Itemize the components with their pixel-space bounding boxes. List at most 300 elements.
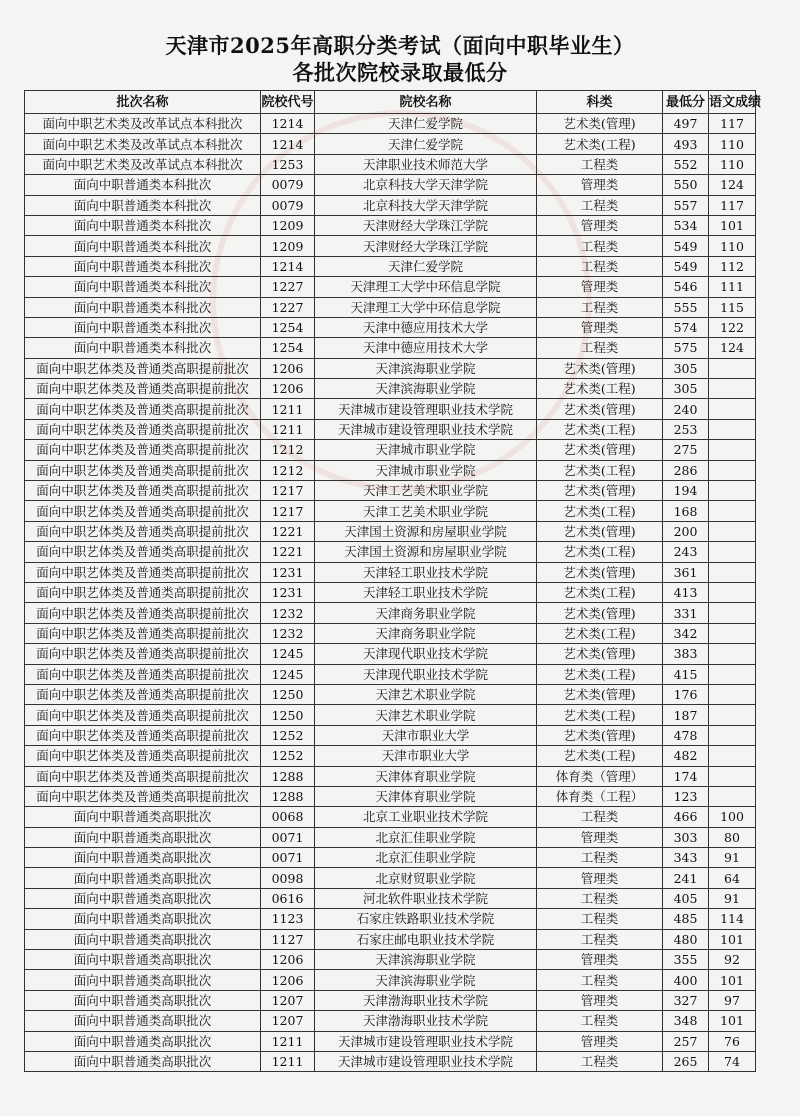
cell-chinese-score: 124: [709, 338, 756, 358]
cell-school: 天津商务职业学院: [315, 623, 537, 643]
cell-chinese-score: 101: [709, 215, 756, 235]
cell-code: 1212: [261, 460, 315, 480]
table-row: [25, 807, 756, 827]
cell-min-score: 405: [663, 888, 709, 908]
cell-batch: 面向中职普通类高职批次: [25, 1051, 261, 1071]
cell-batch: 面向中职普通类高职批次: [25, 827, 261, 847]
cell-chinese-score: 91: [709, 888, 756, 908]
cell-category: 艺术类(工程): [537, 379, 663, 399]
table-row: [25, 970, 756, 990]
cell-min-score: 549: [663, 236, 709, 256]
cell-min-score: 327: [663, 990, 709, 1010]
cell-chinese-score: [709, 379, 756, 399]
cell-category: 体育类（管理）: [537, 766, 663, 786]
cell-category: 管理类: [537, 215, 663, 235]
cell-batch: 面向中职普通类高职批次: [25, 1031, 261, 1051]
cell-chinese-score: [709, 440, 756, 460]
cell-min-score: 168: [663, 501, 709, 521]
cell-category: 艺术类(管理): [537, 481, 663, 501]
cell-category: 艺术类(管理): [537, 644, 663, 664]
cell-min-score: 200: [663, 521, 709, 541]
cell-category: 艺术类(工程): [537, 419, 663, 439]
cell-batch: 面向中职艺体类及普通类高职提前批次: [25, 440, 261, 460]
cell-chinese-score: [709, 705, 756, 725]
cell-min-score: 303: [663, 827, 709, 847]
cell-chinese-score: [709, 582, 756, 602]
cell-code: 1206: [261, 358, 315, 378]
cell-code: 1211: [261, 399, 315, 419]
cell-code: 1221: [261, 542, 315, 562]
cell-min-score: 194: [663, 481, 709, 501]
cell-batch: 面向中职普通类本科批次: [25, 236, 261, 256]
cell-school: 北京科技大学天津学院: [315, 195, 537, 215]
cell-school: 天津职业技术师范大学: [315, 154, 537, 174]
cell-category: 管理类: [537, 990, 663, 1010]
cell-chinese-score: 117: [709, 114, 756, 134]
cell-school: 北京汇佳职业学院: [315, 848, 537, 868]
cell-min-score: 275: [663, 440, 709, 460]
table-row: [25, 256, 756, 276]
cell-code: 1232: [261, 623, 315, 643]
cell-school: 天津城市建设管理职业技术学院: [315, 419, 537, 439]
cell-batch: 面向中职艺体类及普通类高职提前批次: [25, 562, 261, 582]
cell-chinese-score: 64: [709, 868, 756, 888]
cell-code: 1227: [261, 277, 315, 297]
cell-school: 天津轻工职业技术学院: [315, 582, 537, 602]
cell-school: 天津财经大学珠江学院: [315, 236, 537, 256]
cell-min-score: 552: [663, 154, 709, 174]
cell-min-score: 557: [663, 195, 709, 215]
cell-min-score: 400: [663, 970, 709, 990]
cell-batch: 面向中职艺体类及普通类高职提前批次: [25, 521, 261, 541]
cell-min-score: 305: [663, 358, 709, 378]
cell-category: 艺术类(管理): [537, 521, 663, 541]
cell-chinese-score: 91: [709, 848, 756, 868]
cell-batch: 面向中职普通类高职批次: [25, 888, 261, 908]
cell-category: 管理类: [537, 827, 663, 847]
cell-chinese-score: 110: [709, 134, 756, 154]
cell-code: 0068: [261, 807, 315, 827]
cell-category: 艺术类(管理): [537, 562, 663, 582]
table-row: [25, 440, 756, 460]
cell-batch: 面向中职普通类高职批次: [25, 909, 261, 929]
cell-batch: 面向中职艺体类及普通类高职提前批次: [25, 379, 261, 399]
cell-chinese-score: [709, 419, 756, 439]
cell-school: 河北软件职业技术学院: [315, 888, 537, 908]
cell-min-score: 415: [663, 664, 709, 684]
table-row: [25, 684, 756, 704]
cell-code: 1252: [261, 746, 315, 766]
table-row: [25, 195, 756, 215]
cell-chinese-score: [709, 786, 756, 806]
cell-chinese-score: [709, 725, 756, 745]
cell-min-score: 257: [663, 1031, 709, 1051]
cell-school: 石家庄邮电职业技术学院: [315, 929, 537, 949]
cell-batch: 面向中职普通类高职批次: [25, 848, 261, 868]
cell-category: 艺术类(管理): [537, 440, 663, 460]
cell-category: 管理类: [537, 868, 663, 888]
cell-min-score: 176: [663, 684, 709, 704]
cell-batch: 面向中职艺术类及改革试点本科批次: [25, 114, 261, 134]
cell-batch: 面向中职艺体类及普通类高职提前批次: [25, 623, 261, 643]
cell-batch: 面向中职艺体类及普通类高职提前批次: [25, 542, 261, 562]
cell-school: 天津商务职业学院: [315, 603, 537, 623]
table-row: [25, 1051, 756, 1071]
cell-code: 1214: [261, 134, 315, 154]
cell-min-score: 342: [663, 623, 709, 643]
cell-min-score: 343: [663, 848, 709, 868]
cell-category: 艺术类(工程): [537, 582, 663, 602]
cell-min-score: 478: [663, 725, 709, 745]
cell-chinese-score: [709, 562, 756, 582]
table-row: [25, 1031, 756, 1051]
cell-category: 工程类: [537, 338, 663, 358]
cell-chinese-score: 111: [709, 277, 756, 297]
header-category: 科类: [537, 91, 663, 114]
cell-batch: 面向中职普通类高职批次: [25, 970, 261, 990]
cell-school: 天津市职业大学: [315, 725, 537, 745]
table-row: [25, 1011, 756, 1031]
cell-batch: 面向中职艺体类及普通类高职提前批次: [25, 481, 261, 501]
cell-chinese-score: 100: [709, 807, 756, 827]
cell-code: 1250: [261, 684, 315, 704]
cell-batch: 面向中职普通类本科批次: [25, 277, 261, 297]
cell-min-score: 241: [663, 868, 709, 888]
cell-category: 艺术类(工程): [537, 134, 663, 154]
cell-code: 1217: [261, 501, 315, 521]
cell-min-score: 534: [663, 215, 709, 235]
table-row: [25, 419, 756, 439]
cell-code: 1221: [261, 521, 315, 541]
cell-category: 艺术类(工程): [537, 542, 663, 562]
cell-category: 管理类: [537, 1031, 663, 1051]
table-row: [25, 725, 756, 745]
cell-school: 天津中德应用技术大学: [315, 317, 537, 337]
cell-batch: 面向中职艺体类及普通类高职提前批次: [25, 419, 261, 439]
table-row: [25, 277, 756, 297]
cell-chinese-score: 122: [709, 317, 756, 337]
cell-batch: 面向中职艺体类及普通类高职提前批次: [25, 460, 261, 480]
cell-school: 天津中德应用技术大学: [315, 338, 537, 358]
cell-min-score: 546: [663, 277, 709, 297]
cell-school: 天津艺术职业学院: [315, 705, 537, 725]
cell-batch: 面向中职艺体类及普通类高职提前批次: [25, 603, 261, 623]
cell-category: 管理类: [537, 317, 663, 337]
cell-batch: 面向中职艺体类及普通类高职提前批次: [25, 664, 261, 684]
cell-code: 0071: [261, 827, 315, 847]
cell-school: 天津现代职业技术学院: [315, 644, 537, 664]
cell-school: 北京科技大学天津学院: [315, 175, 537, 195]
cell-school: 北京财贸职业学院: [315, 868, 537, 888]
cell-chinese-score: 101: [709, 1011, 756, 1031]
cell-chinese-score: [709, 603, 756, 623]
cell-school: 天津现代职业技术学院: [315, 664, 537, 684]
cell-category: 工程类: [537, 888, 663, 908]
cell-school: 天津滨海职业学院: [315, 379, 537, 399]
cell-code: 1123: [261, 909, 315, 929]
table-row: [25, 297, 756, 317]
cell-code: 0071: [261, 848, 315, 868]
cell-min-score: 482: [663, 746, 709, 766]
cell-chinese-score: [709, 481, 756, 501]
table-row: [25, 134, 756, 154]
cell-code: 1206: [261, 379, 315, 399]
table-row: [25, 317, 756, 337]
cell-code: 1207: [261, 990, 315, 1010]
cell-batch: 面向中职艺体类及普通类高职提前批次: [25, 358, 261, 378]
cell-category: 艺术类(管理): [537, 725, 663, 745]
cell-batch: 面向中职普通类本科批次: [25, 215, 261, 235]
table-row: [25, 664, 756, 684]
cell-batch: 面向中职普通类本科批次: [25, 317, 261, 337]
admission-score-table: [24, 90, 762, 1072]
cell-chinese-score: 124: [709, 175, 756, 195]
header-batch: 批次名称: [25, 91, 261, 114]
cell-chinese-score: 92: [709, 950, 756, 970]
cell-min-score: 413: [663, 582, 709, 602]
cell-batch: 面向中职普通类本科批次: [25, 256, 261, 276]
cell-batch: 面向中职普通类本科批次: [25, 297, 261, 317]
cell-category: 工程类: [537, 1051, 663, 1071]
table-row: [25, 868, 756, 888]
cell-school: 天津城市建设管理职业技术学院: [315, 1031, 537, 1051]
cell-min-score: 361: [663, 562, 709, 582]
cell-chinese-score: 114: [709, 909, 756, 929]
table-row: [25, 909, 756, 929]
table-row: [25, 950, 756, 970]
cell-school: 天津理工大学中环信息学院: [315, 277, 537, 297]
cell-school: 天津仁爱学院: [315, 134, 537, 154]
cell-min-score: 240: [663, 399, 709, 419]
cell-chinese-score: [709, 644, 756, 664]
table-row: [25, 888, 756, 908]
cell-school: 天津城市建设管理职业技术学院: [315, 399, 537, 419]
cell-code: 1209: [261, 236, 315, 256]
cell-chinese-score: 110: [709, 154, 756, 174]
cell-school: 天津仁爱学院: [315, 256, 537, 276]
cell-category: 工程类: [537, 848, 663, 868]
table-row: [25, 705, 756, 725]
cell-chinese-score: 112: [709, 256, 756, 276]
cell-school: 天津滨海职业学院: [315, 970, 537, 990]
cell-chinese-score: 101: [709, 929, 756, 949]
cell-code: 1209: [261, 215, 315, 235]
cell-batch: 面向中职普通类本科批次: [25, 175, 261, 195]
cell-batch: 面向中职普通类高职批次: [25, 929, 261, 949]
cell-batch: 面向中职艺体类及普通类高职提前批次: [25, 725, 261, 745]
cell-school: 天津艺术职业学院: [315, 684, 537, 704]
cell-min-score: 383: [663, 644, 709, 664]
cell-min-score: 485: [663, 909, 709, 929]
cell-batch: 面向中职艺体类及普通类高职提前批次: [25, 684, 261, 704]
cell-code: 1227: [261, 297, 315, 317]
cell-code: 1127: [261, 929, 315, 949]
cell-category: 艺术类(工程): [537, 460, 663, 480]
cell-min-score: 243: [663, 542, 709, 562]
cell-chinese-score: [709, 664, 756, 684]
cell-school: 天津理工大学中环信息学院: [315, 297, 537, 317]
table-row: [25, 848, 756, 868]
cell-school: 天津体育职业学院: [315, 766, 537, 786]
cell-chinese-score: [709, 746, 756, 766]
cell-school: 石家庄铁路职业技术学院: [315, 909, 537, 929]
table-row: [25, 990, 756, 1010]
cell-code: 1250: [261, 705, 315, 725]
cell-min-score: 123: [663, 786, 709, 806]
table-row: [25, 786, 756, 806]
cell-code: 1211: [261, 1051, 315, 1071]
cell-chinese-score: 117: [709, 195, 756, 215]
table-row: [25, 358, 756, 378]
cell-code: 1231: [261, 562, 315, 582]
cell-batch: 面向中职普通类高职批次: [25, 1011, 261, 1031]
table-row: [25, 379, 756, 399]
cell-code: 1288: [261, 766, 315, 786]
cell-code: 1232: [261, 603, 315, 623]
cell-batch: 面向中职普通类高职批次: [25, 990, 261, 1010]
cell-school: 天津城市建设管理职业技术学院: [315, 1051, 537, 1071]
cell-school: 天津轻工职业技术学院: [315, 562, 537, 582]
cell-category: 工程类: [537, 929, 663, 949]
cell-code: 1206: [261, 950, 315, 970]
cell-min-score: 466: [663, 807, 709, 827]
cell-min-score: 187: [663, 705, 709, 725]
cell-category: 工程类: [537, 256, 663, 276]
cell-category: 艺术类(管理): [537, 114, 663, 134]
cell-batch: 面向中职艺体类及普通类高职提前批次: [25, 582, 261, 602]
cell-code: 1288: [261, 786, 315, 806]
header-min-score: 最低分: [663, 91, 709, 114]
cell-min-score: 497: [663, 114, 709, 134]
cell-chinese-score: [709, 684, 756, 704]
table-row: [25, 582, 756, 602]
cell-batch: 面向中职普通类高职批次: [25, 950, 261, 970]
cell-category: 体育类（工程）: [537, 786, 663, 806]
cell-min-score: 305: [663, 379, 709, 399]
table-row: [25, 644, 756, 664]
cell-school: 天津渤海职业技术学院: [315, 990, 537, 1010]
cell-code: 1211: [261, 1031, 315, 1051]
cell-min-score: 331: [663, 603, 709, 623]
cell-code: 1212: [261, 440, 315, 460]
cell-min-score: 174: [663, 766, 709, 786]
cell-category: 工程类: [537, 297, 663, 317]
cell-category: 工程类: [537, 909, 663, 929]
cell-school: 天津国土资源和房屋职业学院: [315, 521, 537, 541]
cell-chinese-score: [709, 399, 756, 419]
cell-batch: 面向中职艺体类及普通类高职提前批次: [25, 705, 261, 725]
table-row: [25, 603, 756, 623]
cell-code: 1254: [261, 338, 315, 358]
table-row: [25, 623, 756, 643]
cell-school: 天津滨海职业学院: [315, 358, 537, 378]
cell-school: 天津城市职业学院: [315, 440, 537, 460]
cell-school: 天津体育职业学院: [315, 786, 537, 806]
title-line-2: 各批次院校录取最低分: [292, 60, 508, 85]
table-header-row: [25, 91, 756, 114]
cell-school: 天津滨海职业学院: [315, 950, 537, 970]
cell-code: 0079: [261, 195, 315, 215]
cell-batch: 面向中职艺术类及改革试点本科批次: [25, 154, 261, 174]
table-row: [25, 215, 756, 235]
cell-chinese-score: [709, 623, 756, 643]
cell-school: 北京汇佳职业学院: [315, 827, 537, 847]
cell-chinese-score: [709, 460, 756, 480]
cell-chinese-score: [709, 501, 756, 521]
cell-code: 1211: [261, 419, 315, 439]
cell-category: 管理类: [537, 950, 663, 970]
cell-category: 工程类: [537, 236, 663, 256]
table-row: [25, 562, 756, 582]
cell-min-score: 493: [663, 134, 709, 154]
cell-chinese-score: 101: [709, 970, 756, 990]
cell-school: 天津仁爱学院: [315, 114, 537, 134]
table-row: [25, 175, 756, 195]
title-line-1: 天津市2025年高职分类考试（面向中职毕业生）: [165, 33, 635, 58]
page-title: [0, 0, 800, 88]
table-row: [25, 766, 756, 786]
cell-category: 艺术类(工程): [537, 623, 663, 643]
table-row: [25, 460, 756, 480]
table-row: [25, 338, 756, 358]
table-row: [25, 114, 756, 134]
cell-category: 工程类: [537, 195, 663, 215]
cell-category: 艺术类(管理): [537, 684, 663, 704]
cell-batch: 面向中职艺术类及改革试点本科批次: [25, 134, 261, 154]
cell-min-score: 575: [663, 338, 709, 358]
cell-code: 1207: [261, 1011, 315, 1031]
cell-school: 天津城市职业学院: [315, 460, 537, 480]
table-row: [25, 542, 756, 562]
cell-school: 天津工艺美术职业学院: [315, 501, 537, 521]
cell-category: 工程类: [537, 970, 663, 990]
cell-code: 1252: [261, 725, 315, 745]
table-row: [25, 929, 756, 949]
cell-code: 1245: [261, 644, 315, 664]
cell-chinese-score: [709, 521, 756, 541]
cell-chinese-score: 76: [709, 1031, 756, 1051]
cell-min-score: 253: [663, 419, 709, 439]
cell-chinese-score: [709, 358, 756, 378]
cell-batch: 面向中职艺体类及普通类高职提前批次: [25, 746, 261, 766]
cell-category: 艺术类(工程): [537, 746, 663, 766]
header-code: 院校代号: [261, 91, 315, 114]
table-row: [25, 501, 756, 521]
cell-code: 1231: [261, 582, 315, 602]
cell-min-score: 480: [663, 929, 709, 949]
cell-batch: 面向中职艺体类及普通类高职提前批次: [25, 766, 261, 786]
cell-chinese-score: [709, 542, 756, 562]
cell-code: 1206: [261, 970, 315, 990]
cell-category: 艺术类(工程): [537, 664, 663, 684]
table-row: [25, 827, 756, 847]
table-row: [25, 481, 756, 501]
cell-category: 艺术类(管理): [537, 603, 663, 623]
cell-min-score: 355: [663, 950, 709, 970]
cell-category: 艺术类(管理): [537, 358, 663, 378]
cell-batch: 面向中职艺体类及普通类高职提前批次: [25, 786, 261, 806]
cell-code: 1254: [261, 317, 315, 337]
cell-min-score: 549: [663, 256, 709, 276]
cell-code: 1217: [261, 481, 315, 501]
cell-batch: 面向中职普通类本科批次: [25, 338, 261, 358]
cell-batch: 面向中职艺体类及普通类高职提前批次: [25, 644, 261, 664]
cell-category: 工程类: [537, 807, 663, 827]
cell-batch: 面向中职普通类高职批次: [25, 807, 261, 827]
cell-min-score: 265: [663, 1051, 709, 1071]
cell-min-score: 286: [663, 460, 709, 480]
cell-school: 天津国土资源和房屋职业学院: [315, 542, 537, 562]
